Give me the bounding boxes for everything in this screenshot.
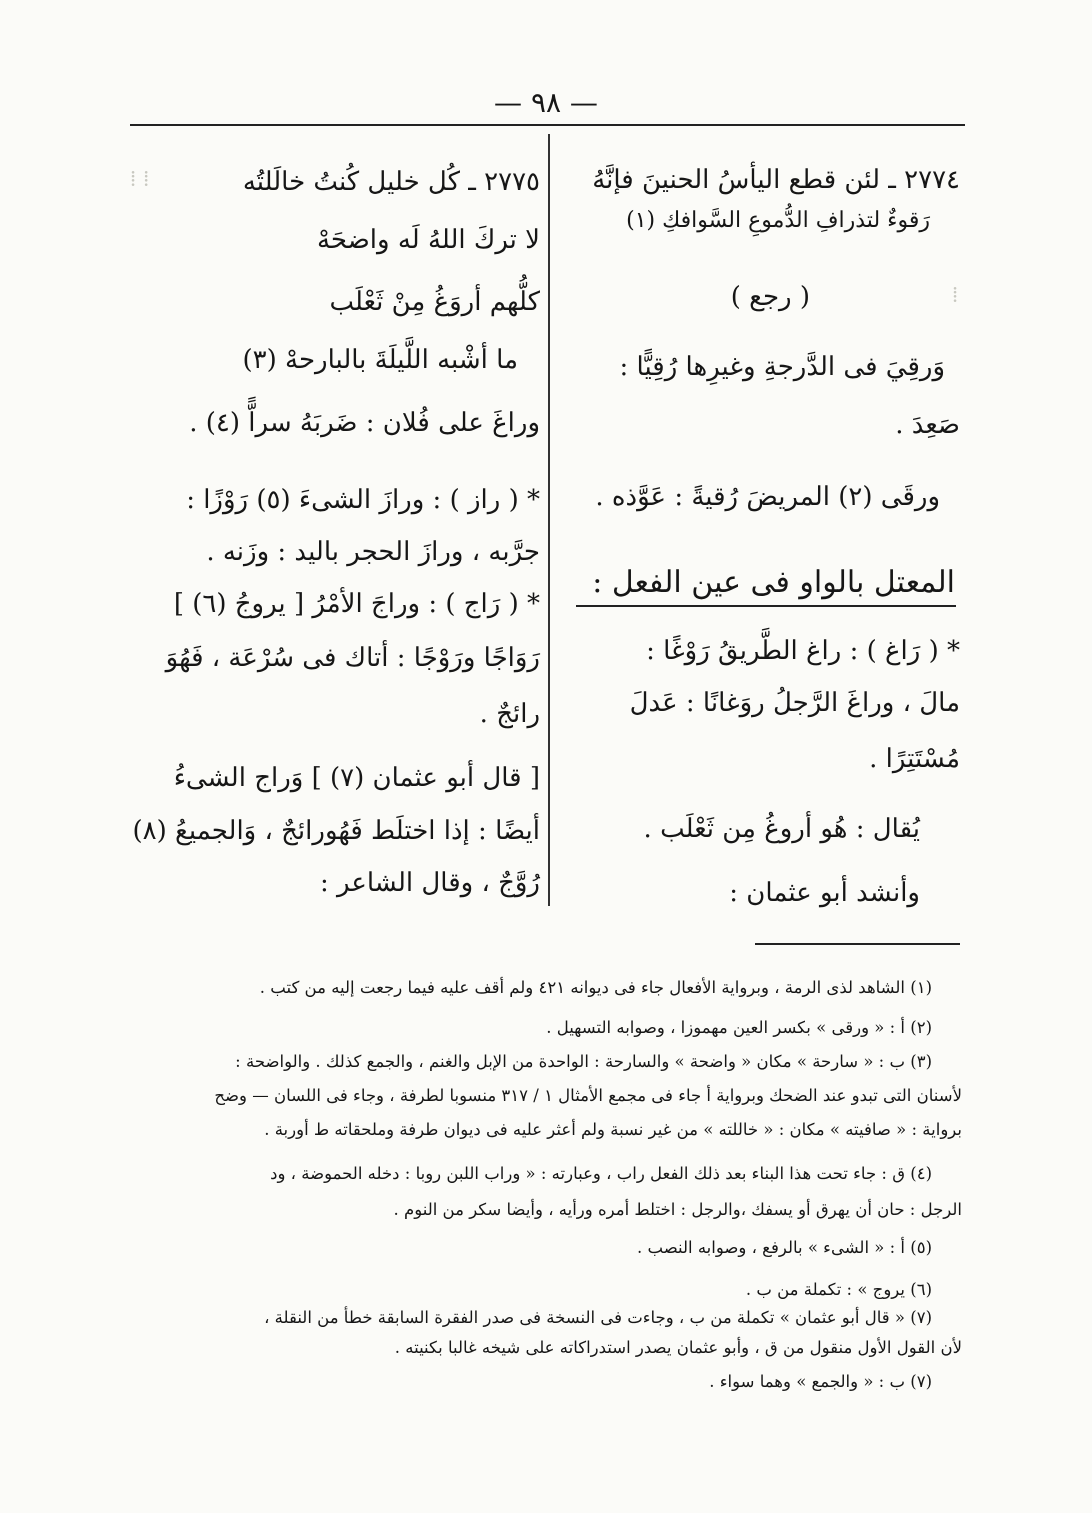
footnote: الرجل : حان أن يهرق أو يسفك ،والرجل : اختلط أمره ورأيه ، وأيضا سكر من النوم .: [393, 1200, 962, 1219]
bracket-mark: ⁞ ⁞: [130, 167, 150, 192]
text-line: رُوَّجٌ ، وقال الشاعر :: [319, 868, 540, 898]
footnote: (٣) ب : « سارحة » مكان « واضحة » والسارحة : الواحدة من الإبل والغنم ، والجمع كذلك . والواضحة :: [235, 1052, 932, 1071]
text-line: وأنشد أبو عثمان :: [729, 878, 920, 908]
text-line: مُسْتَتِرًا .: [869, 744, 960, 774]
footnote: (٧) ب : « والجمع » وهما سواء .: [709, 1372, 932, 1391]
text-line: أيضًا : إذا اختلَط فَهُورائجٌ ، وَالجميعُ (٨): [132, 816, 540, 846]
header-rule: [130, 124, 965, 126]
text-line: رَوَاجًا ورَوْجًا : أتاك فى سُرْعَة ، فَهُوَ: [165, 643, 540, 673]
bracket-mark: ⁞: [952, 283, 959, 308]
text-line: رائجٌ .: [479, 699, 540, 729]
text-line: [ قال أبو عثمان (٧) ] وَراج الشىءُ: [173, 763, 540, 793]
text-line: وَرقِيَ فى الدَّرجةِ وغيرِها رُقِيًّا :: [619, 352, 945, 382]
footnote: برواية : « صافيته » مكان : « خاللته » من غير نسبة ولم أعثر عليه فى ديوان طرفة وملحقاته ط أوربة .: [264, 1120, 962, 1139]
verse-2775-line-2: لا تركَ اللهُ لَه واضحَهْ: [316, 225, 540, 255]
section-rule: [576, 605, 956, 607]
text-line: مالَ ، وراغَ الرَّجلُ روَغانًا : عَدلَ: [629, 688, 960, 718]
page-number: — ٩٨ —: [494, 86, 598, 119]
verse-2775-line-1: ٢٧٧٥ ـ كُل خليل كُنتُ خالَلتُه: [242, 167, 540, 197]
text-line: يُقال : هُو أروغُ مِن ثَعْلَب .: [643, 814, 920, 844]
footnote: (٢) أ : « ورقى » بكسر العين مهموزا ، وصوابه التسهيل .: [546, 1018, 932, 1037]
return-marker: ( رجع ): [730, 282, 810, 312]
text-line: صَعِدَ .: [895, 410, 960, 440]
footnote: (٤) ق : جاء تحت هذا البناء بعد ذلك الفعل راب ، وعبارته : « وراب اللبن روبا : دخله الحموضة ، ود: [270, 1164, 932, 1183]
text-line: ورقَى (٢) المريضَ رُقيةً : عَوَّذه .: [595, 482, 940, 512]
footnote: (٦) يروج » : تكملة من ب .: [745, 1280, 932, 1299]
footnote: (٧) « قال أبو عثمان » تكملة من ب ، وجاءت فى النسخة فى صدر الفقرة السابقة خطأ من النقلة ،: [264, 1308, 932, 1327]
text-line: * ( راز ) : ورازَ الشىءَ (٥) رَوْزًا :: [186, 485, 540, 515]
text-line: * ( رَاغ ) : راغ الطَّريقُ رَوْغًا :: [646, 636, 960, 666]
footnote: لأسنان التى تبدو عند الضحك وبرواية أ جاء فى مجمع الأمثال ١ / ٣١٧ منسوبا لطرفة ، وجاء فى اللسان — وضح: [214, 1086, 962, 1105]
verse-2775-line-4: ما أشْبه اللَّيلَةَ بالبارحهْ (٣): [242, 345, 518, 375]
text-line: جرَّبه ، ورازَ الحجر باليد : وزَنه .: [206, 537, 540, 567]
verse-2775-line-3: كلُّهم أروَغُ مِنْ ثَعْلَب: [329, 287, 540, 317]
footnote-rule: [755, 943, 960, 945]
text-line: * ( رَاج ) : وراجَ الأمْرُ [ يروجُ (٦) ]: [173, 589, 540, 619]
footnote: (١) الشاهد لذى الرمة ، وبرواية الأفعال جاء فى ديوانه ٤٢١ ولم أقف عليه فيما رجعت إليه من كتب .: [259, 978, 932, 997]
verse-2774-line-2: رَقوءٌ لتذرافِ الدُّموعِ السَّوافكِ (١): [626, 208, 930, 233]
footnote: لأن القول الأول منقول من ق ، وأبو عثمان يصدر استدراكاته على شيخه غالبا بكنيته .: [394, 1338, 962, 1357]
section-heading: المعتل بالواو فى عين الفعل :: [592, 565, 955, 600]
column-divider: [548, 134, 550, 906]
text-line: وراغَ على فُلان : ضَربَهُ سراًّ (٤) .: [189, 408, 540, 438]
verse-2774-line-1: ٢٧٧٤ ـ لئن قطع اليأسُ الحنينَ فإنَّهُ: [592, 165, 960, 195]
footnote: (٥) أ : « الشىء » بالرفع ، وصوابه النصب .: [637, 1238, 932, 1257]
